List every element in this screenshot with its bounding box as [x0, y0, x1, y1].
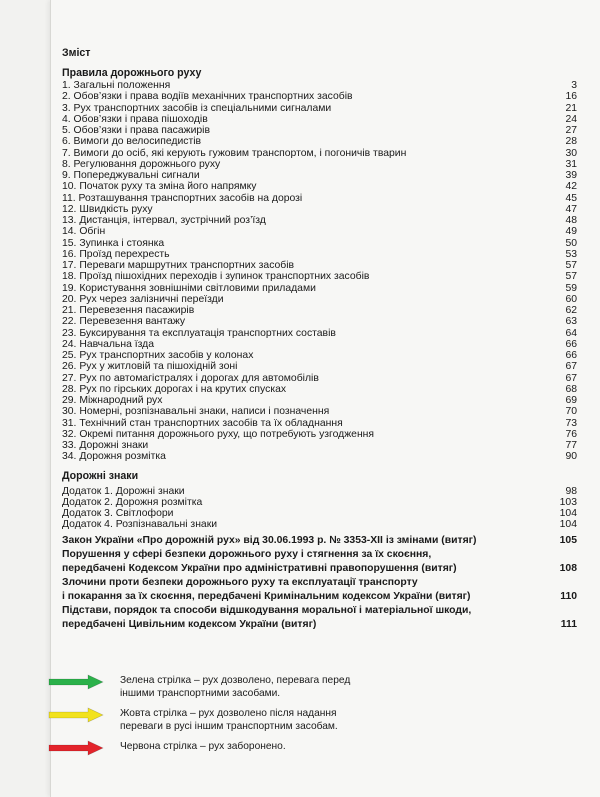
- entry-title: Додаток 1. Дорожні знаки: [62, 485, 185, 497]
- entry-title: 12. Швидкість руху: [62, 203, 153, 215]
- entry-title: 22. Перевезення вантажу: [62, 316, 186, 328]
- page-number: 30: [565, 147, 577, 159]
- entry-title: 7. Вимоги до осіб, які керують гужовим транспортом, і погоничів тварин: [62, 147, 407, 159]
- page-number: 60: [565, 293, 577, 305]
- toc-entry: [62, 395, 577, 406]
- toc-entry: [62, 91, 577, 102]
- toc-entry: [62, 418, 577, 429]
- entry-title: Закон України «Про дорожній рух» від 30.06.1993 р. № 3353-XII із змінами (витяг): [62, 534, 477, 546]
- toc-entry: [62, 350, 577, 361]
- page-number: 77: [565, 440, 577, 451]
- page-number: 16: [565, 91, 577, 103]
- toc-entry: [62, 294, 577, 305]
- yellow-arrow-icon: [48, 707, 104, 723]
- entry-title: 26. Рух у житловій та пішохідній зоні: [62, 361, 238, 373]
- page-number: 59: [565, 282, 577, 294]
- entry-title: 13. Дистанція, інтервал, зустрічний роз’їзд: [62, 215, 266, 226]
- signs-section-title: Дорожні знаки: [62, 469, 139, 482]
- toc-entry: [62, 204, 577, 215]
- page-number: 108: [559, 562, 577, 574]
- entry-title: 23. Буксирування та експлуатація транспортних составів: [62, 327, 336, 339]
- toc-entry: [62, 339, 577, 350]
- signs-list: [62, 486, 577, 531]
- toc-entry: [62, 148, 577, 159]
- entry-title: Додаток 3. Світлофори: [62, 508, 174, 519]
- entry-title: 5. Обов’язки і права пасажирів: [62, 125, 211, 136]
- toc-entry: [62, 283, 577, 294]
- page-number: 27: [565, 125, 577, 136]
- toc-entry: [62, 271, 577, 282]
- toc-entry: [62, 136, 577, 147]
- legend-text: Жовта стрілка – рух дозволено після надання переваги в русі іншим транспортним засобам.: [120, 708, 338, 732]
- toc-entry: [62, 316, 577, 327]
- entry-title: 30. Номерні, розпізнавальні знаки, написи і позначення: [62, 406, 330, 418]
- toc-entry: [62, 170, 577, 181]
- entry-title: 4. Обов’язки і права пішоходів: [62, 113, 208, 125]
- toc-entry-bold: [62, 590, 577, 604]
- page-number: 66: [565, 350, 577, 361]
- entry-title: Додаток 4. Розпізнавальні знаки: [62, 519, 218, 531]
- legend-item: [48, 705, 348, 735]
- toc-entry: [62, 519, 577, 530]
- page-number: 67: [565, 372, 577, 384]
- entry-title: 1. Загальні положення: [62, 80, 171, 91]
- toc-entry: [62, 114, 577, 125]
- entry-title: 25. Рух транспортних засобів у колонах: [62, 350, 254, 361]
- page-number: 64: [565, 327, 577, 339]
- entry-title: 15. Зупинка і стоянка: [62, 237, 165, 249]
- toc-entry-bold: [62, 618, 577, 632]
- page-number: 42: [565, 181, 577, 193]
- page-number: 63: [565, 316, 577, 328]
- toc-entry: [62, 486, 577, 497]
- entry-title: 33. Дорожні знаки: [62, 440, 149, 451]
- entry-title: 6. Вимоги до велосипедистів: [62, 136, 202, 148]
- entry-title: 8. Регулювання дорожнього руху: [62, 158, 221, 170]
- toc-entry: [62, 181, 577, 192]
- entry-title: 20. Рух через залізничні переїзди: [62, 293, 224, 305]
- page-number: 49: [565, 226, 577, 238]
- toc-entry: [62, 508, 577, 519]
- legend-text: Червона стрілка – рух заборонено.: [120, 741, 286, 752]
- entry-title: Порушення у сфері безпеки дорожнього руху і стягнення за їх скоєння,: [62, 548, 432, 560]
- toc-entry: [62, 193, 577, 204]
- arrow-legend: [48, 672, 351, 771]
- page-number: 103: [559, 496, 577, 508]
- page-number: 57: [565, 260, 577, 271]
- toc-entry: [62, 373, 577, 384]
- toc-entry: [62, 238, 577, 249]
- page-number: 45: [565, 192, 577, 204]
- entry-title: Підстави, порядок та способи відшкодування моральної і матеріальної шкоди,: [62, 604, 472, 616]
- entry-title: 32. Окремі питання дорожнього руху, що потребують узгодження: [62, 428, 375, 440]
- entry-title: 24. Навчальна їзда: [62, 338, 155, 350]
- page-number: 105: [559, 534, 577, 546]
- toc-entry: [62, 260, 577, 271]
- page-number: 47: [565, 203, 577, 215]
- page-number: 76: [565, 428, 577, 440]
- entry-title: 29. Міжнародний рух: [62, 395, 163, 406]
- toc-entry: [62, 226, 577, 237]
- toc-entry: [62, 440, 577, 451]
- toc-entry-bold: [62, 576, 577, 590]
- entry-title: 17. Переваги маршрутних транспортних засобів: [62, 260, 295, 271]
- page-number: 66: [565, 338, 577, 350]
- legend-item: [48, 738, 348, 768]
- page-number: 48: [565, 215, 577, 226]
- page-number: 62: [565, 305, 577, 316]
- page-number: 24: [565, 113, 577, 125]
- toc-entry: [62, 215, 577, 226]
- entry-title: 31. Технічний стан транспортних засобів та їх обладнання: [62, 417, 343, 429]
- rules-list: [62, 80, 577, 463]
- toc-entry: [62, 384, 577, 395]
- laws-list: [62, 534, 577, 632]
- entry-title: 16. Проїзд перехресть: [62, 248, 170, 260]
- entry-title: Додаток 2. Дорожня розмітка: [62, 496, 203, 508]
- entry-title: 2. Обов’язки і права водіїв механічних транспортних засобів: [62, 91, 353, 103]
- entry-title: 27. Рух по автомагістралях і дорогах для автомобілів: [62, 372, 319, 384]
- entry-title: і покарання за їх скоєння, передбачені Кримінальним кодексом України (витяг): [62, 590, 471, 602]
- page-number: 73: [565, 417, 577, 429]
- entry-title: 19. Користування зовнішніми світловими приладами: [62, 282, 316, 294]
- toc-entry: [62, 305, 577, 316]
- page-number: 104: [559, 508, 577, 519]
- toc-entry-bold: [62, 548, 577, 562]
- page-number: 110: [560, 590, 577, 602]
- entry-title: 28. Рух по гірських дорогах і на крутих спусках: [62, 383, 287, 395]
- page-number: 69: [565, 395, 577, 406]
- entry-title: 11. Розташування транспортних засобів на дорозі: [62, 192, 303, 204]
- page-number: 104: [559, 519, 577, 531]
- entry-title: 21. Перевезення пасажирів: [62, 305, 195, 316]
- page-number: 67: [565, 361, 577, 373]
- page-number: 39: [565, 170, 577, 181]
- page-number: 28: [565, 136, 577, 148]
- toc-entry: [62, 328, 577, 339]
- page-number: 98: [565, 485, 577, 497]
- page-number: 111: [560, 618, 577, 630]
- contents-title: Зміст: [62, 47, 91, 59]
- entry-title: 10. Початок руху та зміна його напрямку: [62, 181, 257, 193]
- entry-title: 9. Попереджувальні сигнали: [62, 170, 200, 181]
- entry-title: 18. Проїзд пішохідних переходів і зупинок транспортних засобів: [62, 271, 370, 283]
- toc-entry-bold: [62, 562, 577, 576]
- entry-title: передбачені Цивільним кодексом України (витяг): [62, 618, 317, 630]
- page-number: 68: [565, 383, 577, 395]
- toc-entry-bold: [62, 604, 577, 618]
- toc-entry-bold: [62, 534, 577, 548]
- toc-entry: [62, 80, 577, 91]
- rules-section-title: Правила дорожнього руху: [62, 67, 202, 79]
- page-number: 21: [565, 102, 577, 114]
- table-of-contents: [62, 48, 577, 632]
- page-number: 50: [565, 237, 577, 249]
- page-number: 57: [565, 271, 577, 283]
- entry-title: 3. Рух транспортних засобів із спеціальними сигналами: [62, 102, 332, 114]
- page-number: 70: [565, 406, 577, 418]
- toc-entry: [62, 103, 577, 114]
- page-number: 3: [571, 80, 577, 91]
- entry-title: 34. Дорожня розмітка: [62, 451, 166, 463]
- toc-entry: [62, 451, 577, 462]
- toc-entry: [62, 429, 577, 440]
- toc-entry: [62, 159, 577, 170]
- green-arrow-icon: [48, 674, 104, 690]
- toc-entry: [62, 125, 577, 136]
- toc-entry: [62, 406, 577, 417]
- red-arrow-icon: [48, 740, 104, 756]
- page-number: 31: [565, 158, 577, 170]
- toc-entry: [62, 249, 577, 260]
- page-number: 53: [565, 248, 577, 260]
- toc-entry: [62, 361, 577, 372]
- entry-title: 14. Обгін: [62, 226, 106, 238]
- toc-entry: [62, 497, 577, 508]
- page-number: 90: [565, 451, 577, 463]
- entry-title: передбачені Кодексом України про адміністративні правопорушення (витяг): [62, 562, 457, 574]
- legend-text: Зелена стрілка – рух дозволено, перевага перед іншими транспортними засобами.: [120, 675, 351, 699]
- legend-item: [48, 672, 351, 702]
- entry-title: Злочини проти безпеки дорожнього руху та експлуатації транспорту: [62, 576, 418, 588]
